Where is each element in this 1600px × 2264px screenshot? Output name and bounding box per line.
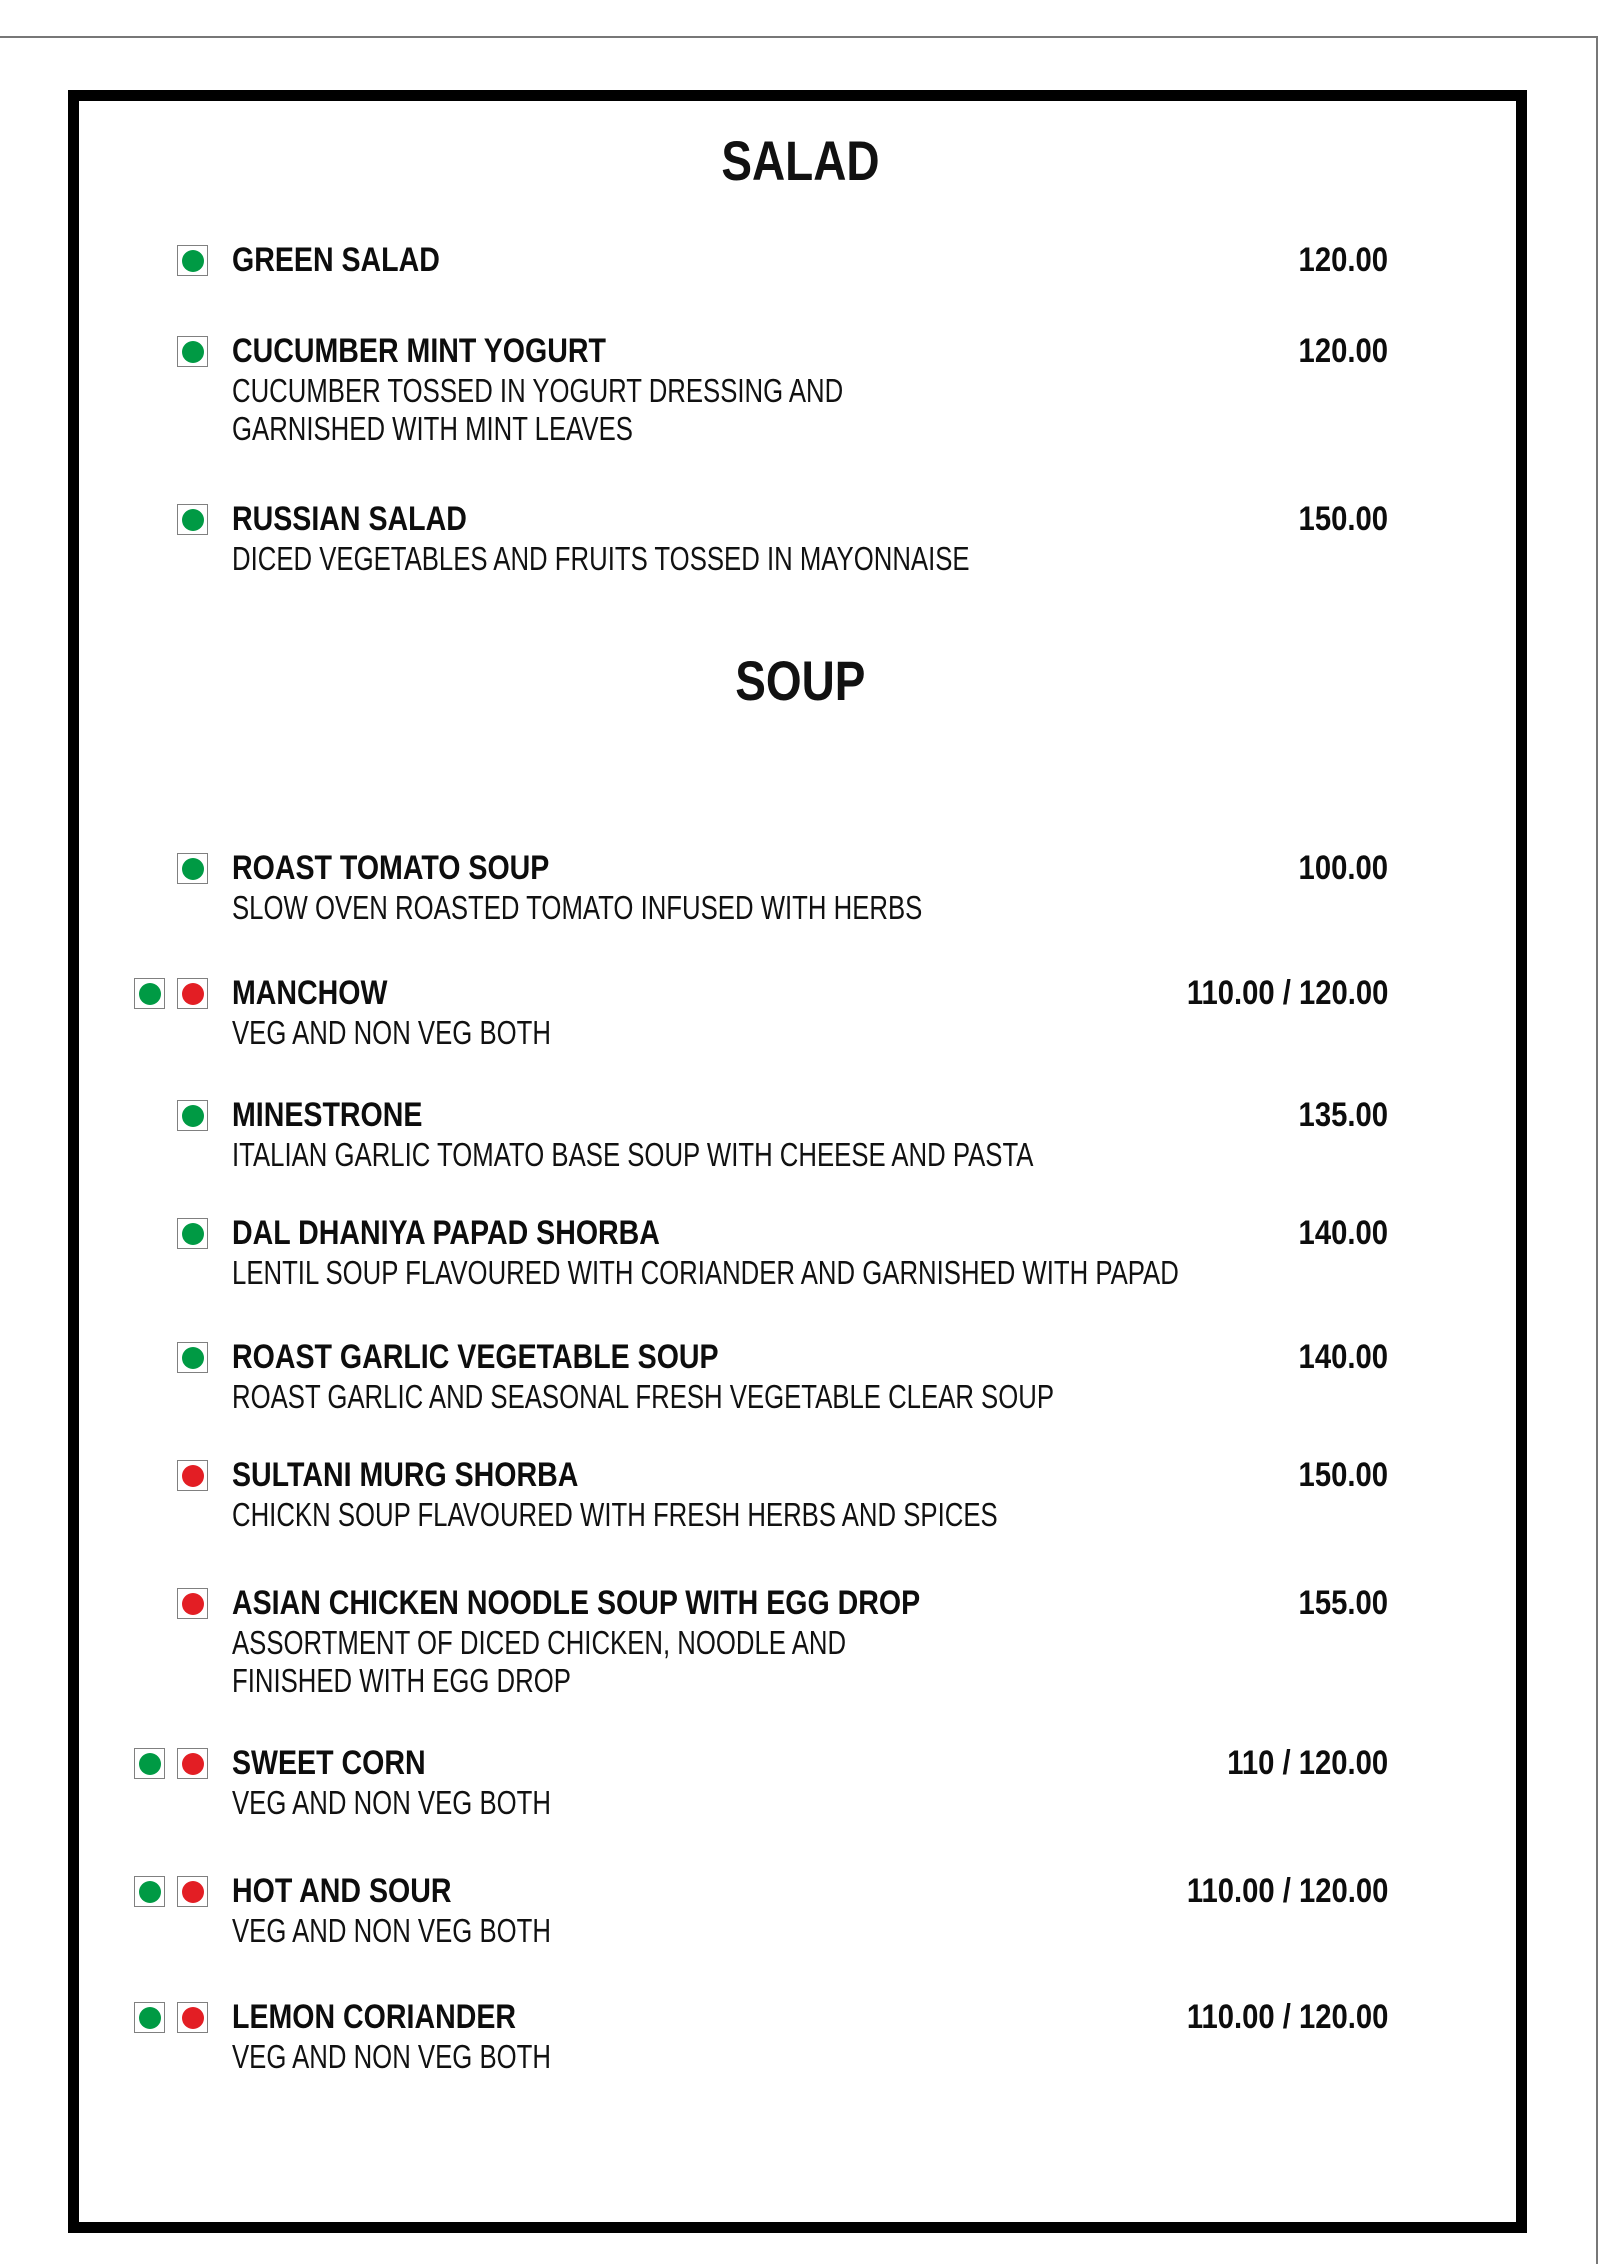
item-description — [232, 1136, 1033, 1174]
diet-badges — [177, 1342, 208, 1373]
diet-badges — [177, 504, 208, 535]
item-description — [232, 540, 970, 578]
item-price: 110.00 / 120.00 — [1186, 974, 1388, 1012]
veg-symbol-icon — [177, 853, 208, 884]
item-description — [232, 1254, 1179, 1292]
item-description — [232, 1912, 551, 1950]
veg-symbol-icon — [177, 1218, 208, 1249]
item-description-line: VEG AND NON VEG BOTH — [232, 1912, 551, 1949]
green-dot-icon — [182, 250, 204, 272]
diet-badges — [177, 1460, 208, 1491]
item-price: 110 / 120.00 — [1227, 1744, 1388, 1782]
green-dot-icon — [182, 509, 204, 531]
item-name: ASIAN CHICKEN NOODLE SOUP WITH EGG DROP — [232, 1584, 921, 1622]
green-dot-icon — [182, 341, 204, 363]
item-price: 155.00 — [1298, 1584, 1388, 1622]
veg-symbol-icon — [134, 1748, 165, 1779]
item-description-line: SLOW OVEN ROASTED TOMATO INFUSED WITH HERBS — [232, 889, 923, 926]
item-description-line: CHICKN SOUP FLAVOURED WITH FRESH HERBS AND SPICES — [232, 1496, 998, 1533]
veg-symbol-icon — [177, 504, 208, 535]
veg-symbol-icon — [177, 1342, 208, 1373]
item-description — [232, 2038, 551, 2076]
item-description-line: GARNISHED WITH MINT LEAVES — [232, 410, 633, 447]
item-description — [232, 372, 843, 448]
item-price: 110.00 / 120.00 — [1186, 1872, 1388, 1910]
non-veg-symbol-icon — [177, 1876, 208, 1907]
item-name: RUSSIAN SALAD — [232, 500, 467, 538]
item-name: ROAST GARLIC VEGETABLE SOUP — [232, 1338, 719, 1376]
item-name: SULTANI MURG SHORBA — [232, 1456, 579, 1494]
section-title-salad-text: SALAD — [720, 129, 880, 192]
item-description — [232, 1496, 998, 1534]
item-description-line: VEG AND NON VEG BOTH — [232, 2038, 551, 2075]
diet-badges — [177, 336, 208, 367]
item-description-line: FINISHED WITH EGG DROP — [232, 1662, 571, 1699]
item-name: MANCHOW — [232, 974, 388, 1012]
item-name: CUCUMBER MINT YOGURT — [232, 332, 606, 370]
item-description-line: VEG AND NON VEG BOTH — [232, 1014, 551, 1051]
veg-symbol-icon — [177, 1100, 208, 1131]
red-dot-icon — [182, 1593, 204, 1615]
non-veg-symbol-icon — [177, 2002, 208, 2033]
green-dot-icon — [139, 1881, 161, 1903]
item-description — [232, 1014, 551, 1052]
veg-symbol-icon — [177, 336, 208, 367]
veg-symbol-icon — [134, 1876, 165, 1907]
item-price: 150.00 — [1298, 1456, 1388, 1494]
item-price: 135.00 — [1298, 1096, 1388, 1134]
non-veg-symbol-icon — [177, 1460, 208, 1491]
item-price: 140.00 — [1298, 1214, 1388, 1252]
veg-symbol-icon — [134, 978, 165, 1009]
item-description — [232, 1784, 551, 1822]
page-edge-right — [1596, 36, 1598, 2264]
diet-badges — [134, 978, 208, 1009]
page-edge-top — [0, 36, 1598, 38]
item-name: HOT AND SOUR — [232, 1872, 452, 1910]
item-description — [232, 1624, 846, 1700]
item-description-line: ITALIAN GARLIC TOMATO BASE SOUP WITH CHEESE AND PASTA — [232, 1136, 1034, 1173]
item-description-line: VEG AND NON VEG BOTH — [232, 1784, 551, 1821]
item-name: LEMON CORIANDER — [232, 1998, 517, 2036]
item-price: 120.00 — [1298, 332, 1388, 370]
section-title-soup-text: SOUP — [734, 649, 866, 712]
item-description — [232, 1378, 1054, 1416]
item-price: 110.00 / 120.00 — [1186, 1998, 1388, 2036]
green-dot-icon — [139, 1753, 161, 1775]
green-dot-icon — [139, 2007, 161, 2029]
green-dot-icon — [182, 1105, 204, 1127]
green-dot-icon — [182, 858, 204, 880]
item-price: 150.00 — [1298, 500, 1388, 538]
item-name: GREEN SALAD — [232, 241, 440, 279]
item-description-line: LENTIL SOUP FLAVOURED WITH CORIANDER AND GARNISHED WITH PAPAD — [232, 1254, 1179, 1291]
veg-symbol-icon — [134, 2002, 165, 2033]
veg-symbol-icon — [177, 245, 208, 276]
green-dot-icon — [182, 1347, 204, 1369]
non-veg-symbol-icon — [177, 1748, 208, 1779]
item-name: MINESTRONE — [232, 1096, 423, 1134]
diet-badges — [177, 1588, 208, 1619]
item-price: 100.00 — [1298, 849, 1388, 887]
item-price: 120.00 — [1298, 241, 1388, 279]
red-dot-icon — [182, 1753, 204, 1775]
item-description-line: ROAST GARLIC AND SEASONAL FRESH VEGETABLE CLEAR SOUP — [232, 1378, 1055, 1415]
red-dot-icon — [182, 1465, 204, 1487]
diet-badges — [177, 853, 208, 884]
item-description-line: ASSORTMENT OF DICED CHICKEN, NOODLE AND — [232, 1624, 847, 1661]
non-veg-symbol-icon — [177, 1588, 208, 1619]
item-price: 140.00 — [1298, 1338, 1388, 1376]
red-dot-icon — [182, 2007, 204, 2029]
diet-badges — [177, 1218, 208, 1249]
section-title-soup — [0, 649, 1600, 712]
green-dot-icon — [182, 1223, 204, 1245]
item-description — [232, 889, 922, 927]
diet-badges — [134, 2002, 208, 2033]
item-name: SWEET CORN — [232, 1744, 426, 1782]
item-description-line: CUCUMBER TOSSED IN YOGURT DRESSING AND — [232, 372, 844, 409]
red-dot-icon — [182, 1881, 204, 1903]
section-title-salad — [0, 129, 1600, 192]
diet-badges — [177, 245, 208, 276]
item-description-line: DICED VEGETABLES AND FRUITS TOSSED IN MAYONNAISE — [232, 540, 970, 577]
non-veg-symbol-icon — [177, 978, 208, 1009]
red-dot-icon — [182, 983, 204, 1005]
diet-badges — [134, 1876, 208, 1907]
diet-badges — [134, 1748, 208, 1779]
item-name: DAL DHANIYA PAPAD SHORBA — [232, 1214, 660, 1252]
item-name: ROAST TOMATO SOUP — [232, 849, 550, 887]
green-dot-icon — [139, 983, 161, 1005]
diet-badges — [177, 1100, 208, 1131]
